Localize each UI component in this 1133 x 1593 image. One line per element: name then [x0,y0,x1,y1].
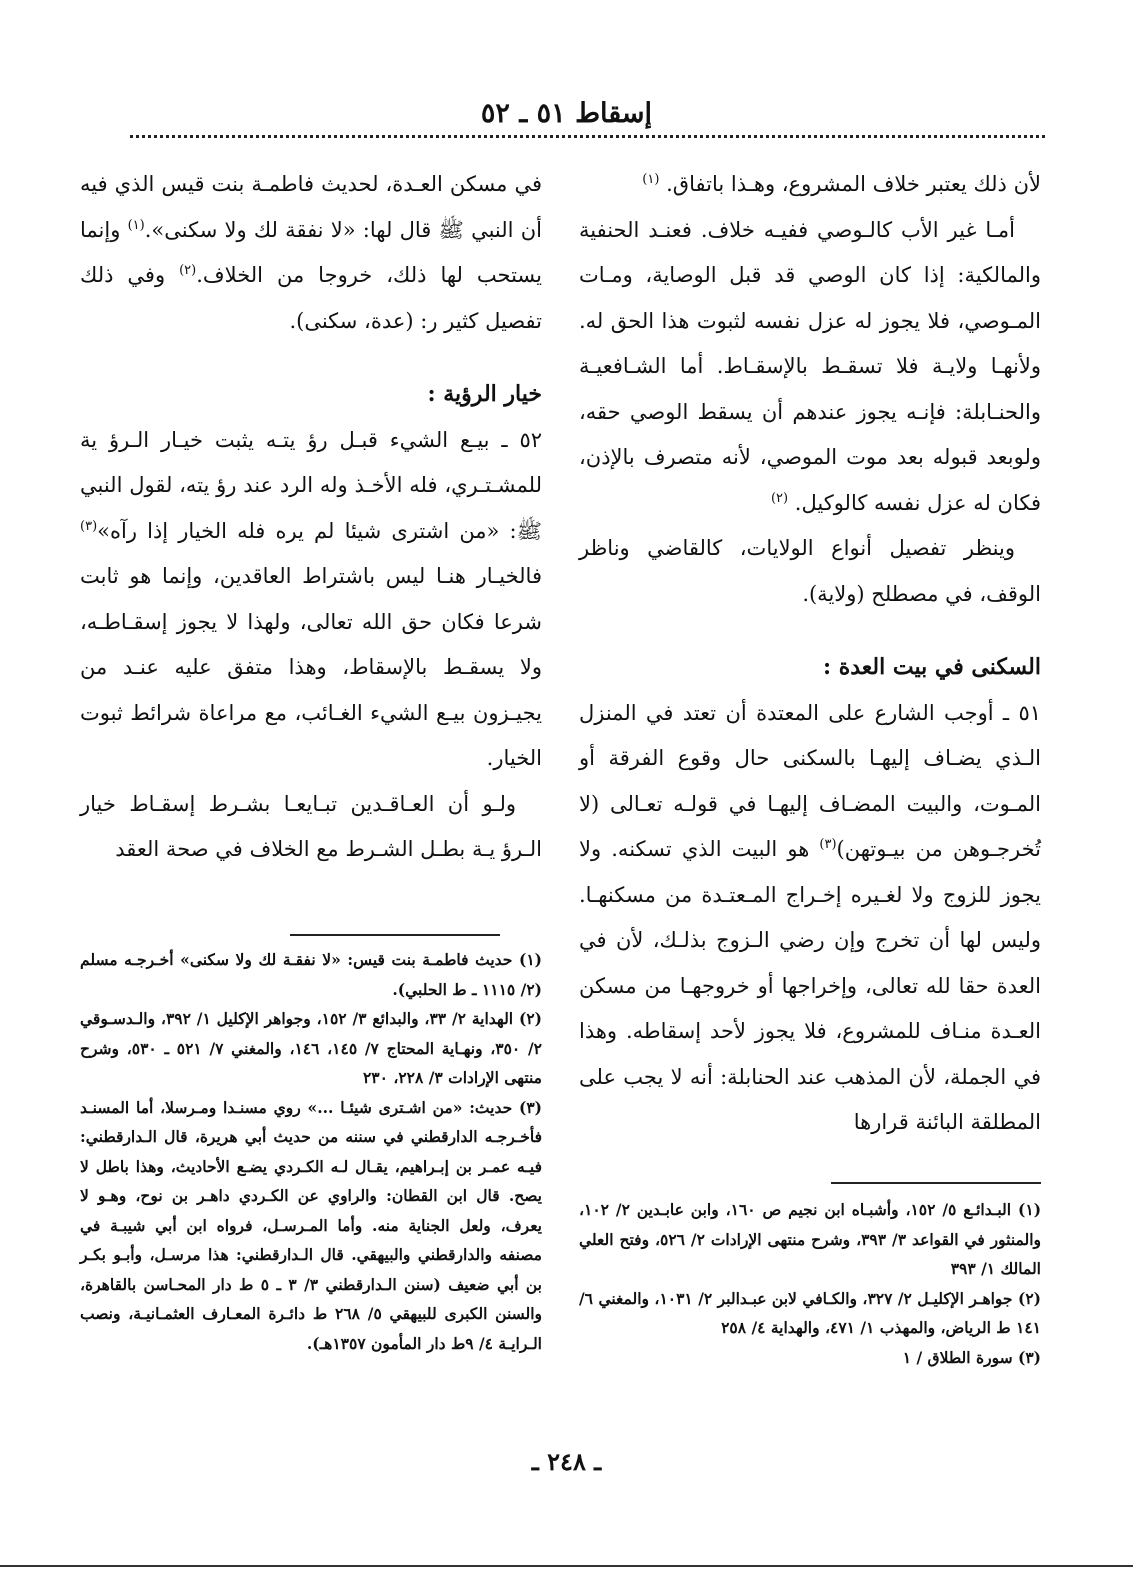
footnote: (١) حديث فاطمـة بنت قيس: «لا نفقـة لك ولا سكنى» أخـرجـه مسلم (٢/ ١١١٥ ـ ط الحلبي). [80,950,542,999]
footnote: (٣) سورة الطلاق / ١ [902,1347,1041,1367]
footnote-ref: (١) [127,217,145,233]
running-title: إسقاط ٥١ ـ ٥٢ [480,98,653,129]
right-column-text [579,162,1041,1146]
paragraph: أمـا غير الأب كالـوصي ففيـه خلاف. فعنـد الحنفية والمالكية: إذا كان الوصي قد قبل الوصاية، ومـات المـوصي، فلا يجوز له عزل نفسه لثبوت هذا الحق له. ولأنهـا ولايـة فلا تسقـط بالإسقـاط. أما الشـافعيـة والحنـابلة: فإنـه يجوز عندهم أن يسقط الوصي حقه، ولوبعد قبوله بعد موت الموصي، لأنه متصرف بالإذن، فكان له عزل نفسه كالوكيل. $^{(٢)}$ [579,217,1041,515]
paragraph: لأن ذلك يعتبر خلاف المشروع، وهـذا باتفاق. $^{(١)}$ [642,172,1041,196]
footnote-separator [831,1182,1041,1184]
footnote-ref: (٢) [179,263,197,278]
paragraph: ٥١ ـ أوجب الشارع على المعتدة أن تعتد في المنزل الـذي يضـاف إليهـا بالسكنى حال وقوع الفرقة أو المـوت، والبيت المضـاف إليهـا في قولـه تعـالى (لا تُخرجـوهن من بيـوتهن)$^{(٣)}$ هو البيت الذي تسكنه. ولا يجوز للزوج ولا لغـيره إخـراج المـعتـدة من مسكنهـا. وليس لها أن تخرج وإن رضي الـزوج بذلـك، لأن في العدة حقا لله تعالى، وإخراجها أو خروجهـا من مسكن العـدة منـاف للمشروع، فلا يجوز لأحد إسقاطه. وهذا في الجملة، لأن المذهب عند الحنابلة: أنه لا يجب على المطلقة البائنة قرارها [579,700,1041,1134]
header-dotted-rule [130,135,1045,138]
right-column [579,162,1041,1146]
footnote: (٣) حديث: «من اشـترى شيئـا ...» روي مسنـدا ومـرسلا، أما المسنـد فأخـرجـه الدارقطني في سننه من حديث أبي هريرة، قال الـدارقطني: فيـه عمـر بن إبـراهيم، يقـال لـه الكـردي يضـع الأحاديث، وهذا باطل لا يصح. قال ابن القطان: والراوي عن الكـردي داهـر بن نوح، وهـو لا يعرف، ولعل الجناية منه. وأما المـرسـل، فرواه ابن أبي شيبـة في مصنفه والدارقطني والبيهقي. قال الـدارقطني: هذا مرسـل، وأبـو بكـر بن أبي ضعيف (سنن الـدارقطني ٣/ ٣ ـ ٥ ط دار المحـاسن بالقاهرة، والسنن الكبرى للبيهقي ٥/ ٢٦٨ ط دائـرة المعـارف العثمـانيـة، ونصب الـرايـة ٤/ ٩ط دار المأمون ١٣٥٧هـ). [80,1097,542,1353]
footnote-ref: (٢) [770,490,789,506]
paragraph: ٥٢ ـ بيـع الشيء قبـل رؤ يتـه يثبت خيـار الـرؤ ية للمشـتـري، فله الأخـذ وله الرد عند رؤ يته، لقول النبي ﷺ: «من اشترى شيئا لم يره فله الخيار إذا رآه»$^{(٣)}$ فالخيـار هنـا ليس باشتراط العاقدين، وإنما هو ثابت شرعا فكان حق الله تعالى، ولهذا لا يجوز إسقـاطـه، ولا يسقـط بالإسقاط، وهذا متفق عليه عنـد من يجيـزون بيـع الشيء الغـائب، مع مراعاة شرائط ثبوت الخيار. [80,427,542,770]
footnotes-left [80,945,542,1358]
scan-edge-line [0,1565,1133,1567]
footnote-ref: (٣) [80,518,98,534]
footnotes-right [579,1195,1041,1372]
paragraph: في مسكن العـدة، لحديث فاطمـة بنت قيس الذي فيه أن النبي ﷺ قال لها: «لا نفقة لك ولا سكنى».$^{(١)}$ وإنما يستحب لها ذلك، خروجا من الخلاف.$^{(٢)}$ وفي ذلك تفصيل كثير ر: (عدة، سكنى). [80,172,542,333]
footnote-ref: (١) [642,172,660,187]
left-column [80,162,542,873]
section-heading: خيار الرؤية : [427,381,542,407]
section-heading: السكنى في بيت العدة : [822,654,1041,680]
paragraph: وينظر تفصيل أنواع الولايات، كالقاضي وناظر الوقف، في مصطلح (ولاية). [579,536,1041,606]
footnote-ref: (٣) [819,837,837,852]
footnote: (٢) الهداية ٢/ ٣٣، والبدائع ٣/ ١٥٢، وجواهر الإكليل ١/ ٣٩٢، والـدسـوقي ٢/ ٣٥٠، ونهـاية المحتاج ٧/ ١٤٥، ١٤٦، والمغني ٧/ ٥٢١ ـ ٥٣٠، وشرح منتهى الإرادات ٣/ ٢٢٨، ٢٣٠ [80,1009,543,1087]
footnote: (١) البـدائـع ٥/ ١٥٢، وأشبـاه ابن نجيم ص ١٦٠، وابن عابـدين ٢/ ١٠٢، والمنثور في القواعد ٣/ ٣٩٣، وشرح منتهى الإرادات ٢/ ٥٢٦، وفتح العلي المالك ١/ ٣٩٣ [579,1200,1042,1278]
paragraph: ولـو أن العـاقـدين تبـايعـا بشـرط إسقـاط خيار الـرؤ يـة بطـل الشـرط مع الخلاف في صحة العقد [80,791,542,861]
footnote: (٢) جواهـر الإكليـل ٢/ ٣٢٧، والكـافي لابن عبـدالبر ٢/ ١٠٣١، والمغني ٦/ ١٤١ ط الرياض، والمهذب ١/ ٤٧١، والهداية ٤/ ٢٥٨ [579,1288,1041,1337]
page-number: ـ ٢٤٨ ـ [531,1447,602,1476]
left-column-text [80,162,542,873]
footnote-separator [290,934,500,936]
